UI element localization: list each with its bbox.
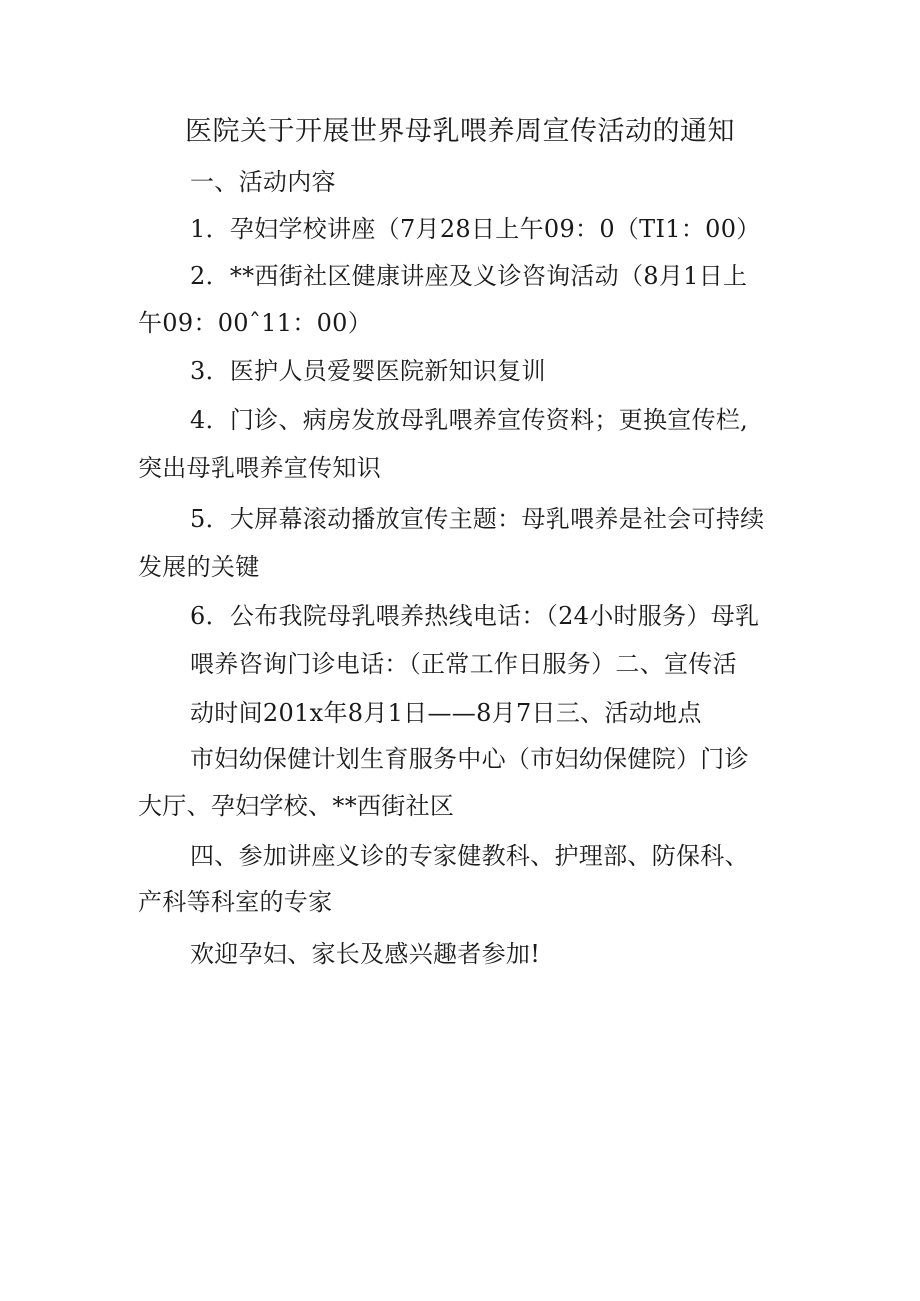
activity-location-line-1: 市妇幼保健计划生育服务中心（市妇幼保健院）门诊 bbox=[190, 745, 749, 773]
activity-item-6-line-1: 6．公布我院母乳喂养热线电话：（24小时服务）母乳 bbox=[190, 602, 760, 630]
activity-location-line-2: 大厅、孕妇学校、**西街社区 bbox=[138, 792, 455, 820]
experts-line-1: 四、参加讲座义诊的专家健教科、护理部、防保科、 bbox=[190, 842, 749, 870]
activity-item-1: 1．孕妇学校讲座（7月28日上午09：0（TI1：00） bbox=[190, 215, 761, 243]
activity-item-5-line-2: 发展的关键 bbox=[138, 553, 260, 581]
welcome-line: 欢迎孕妇、家长及感兴趣者参加! bbox=[190, 940, 541, 968]
section-heading-activity-content: 一、活动内容 bbox=[190, 168, 336, 196]
activity-item-3: 3．医护人员爱婴医院新知识复训 bbox=[190, 357, 546, 385]
experts-line-2: 产科等科室的专家 bbox=[138, 888, 333, 916]
activity-item-2-line-1: 2．**西街社区健康讲座及义诊咨询活动（8月1日上 bbox=[190, 262, 748, 290]
activity-item-4-line-1: 4．门诊、病房发放母乳喂养宣传资料；更换宣传栏, bbox=[190, 406, 749, 434]
activity-item-5-line-1: 5．大屏幕滚动播放宣传主题：母乳喂养是社会可持续 bbox=[190, 505, 765, 533]
activity-item-4-line-2: 突出母乳喂养宣传知识 bbox=[138, 454, 381, 482]
activity-item-2-line-2: 午09：00ˆ11：00） bbox=[138, 309, 373, 337]
activity-item-6-line-2: 喂养咨询门诊电话：（正常工作日服务）二、宣传活 bbox=[190, 650, 737, 678]
activity-time-line: 动时间201x年8月1日——8月7日三、活动地点 bbox=[190, 699, 702, 727]
document-title: 医院关于开展世界母乳喂养周宣传活动的通知 bbox=[185, 116, 735, 147]
